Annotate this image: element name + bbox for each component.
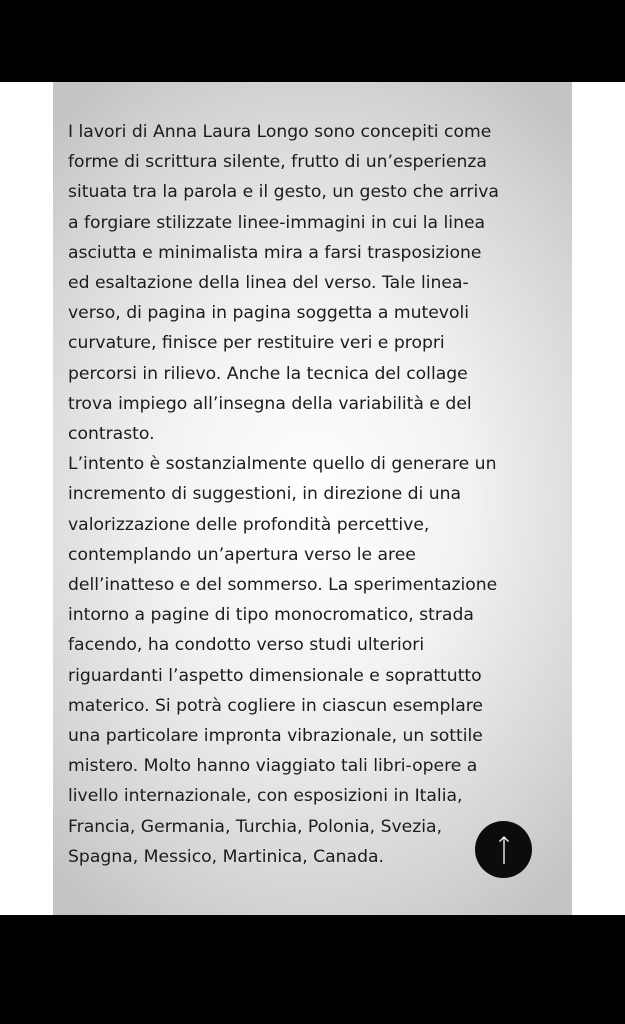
article-text xyxy=(68,117,568,872)
paragraph-2: L’intento è sostanzialmente quello di generare un incremento di suggestioni, in direzione di una valorizzazione delle profondità percettive, contemplando un’apertura verso le aree dell’inatteso e del sommerso. La sperimentazione intorno a pagine di tipo monocromatico, strada facendo, ha condotto verso studi ulteriori riguardanti l’aspetto dimensionale e soprattutto materico. Si potrà cogliere in ciascun esemplare una particolare impronta vibrazionale, un sottile mistero. Molto hanno viaggiato tali libri-opere a livello internazionale, con esposizioni in Italia, Francia, Germania, Turchia, Polonia, Svezia, Spagna, Messico, Martinica, Canada. xyxy=(68,454,498,867)
arrow-up-icon xyxy=(497,835,511,865)
paragraph-1: I lavori di Anna Laura Longo sono concepiti come forme di scrittura silente, frutto di un’esperienza situata tra la parola e il gesto, un gesto che arriva a forgiare stilizzate linee-immagini in cui la linea asciutta e minimalista mira a farsi trasposizione ed esaltazione della linea del verso. Tale linea- verso, di pagina in pagina soggetta a mutevoli curvature, finisce per restituire veri e propri percorsi in rilievo. Anche la tecnica del collage trova impiego all’insegna della variabilità e del contrasto. xyxy=(68,122,499,445)
scroll-to-top-button[interactable] xyxy=(475,821,532,878)
bottom-black-bar xyxy=(0,915,625,1024)
article-card xyxy=(53,82,572,915)
top-black-bar xyxy=(0,0,625,82)
